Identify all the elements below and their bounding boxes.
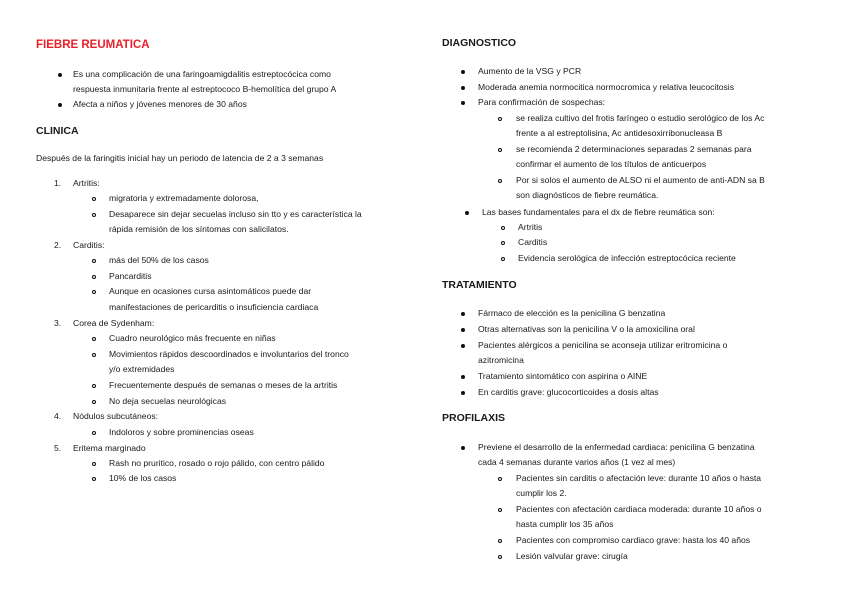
profilaxis-heading: PROFILAXIS	[442, 412, 506, 424]
bullet-icon	[461, 391, 465, 395]
document-title: FIEBRE REUMATICA	[36, 39, 150, 51]
bullet-icon	[461, 375, 465, 379]
sub-bullet-icon	[498, 477, 502, 481]
sub-bullet-icon	[501, 226, 505, 230]
bullet-icon	[461, 86, 465, 90]
diag-line: Para confirmación de sospechas:	[478, 97, 606, 107]
sub-bullet-icon	[498, 117, 502, 121]
sub-line: Movimientos rápidos descoordinados e involuntarios del tronco	[109, 349, 349, 359]
item-label: Eritema marginado	[73, 443, 146, 453]
sub-bullet-icon	[498, 148, 502, 152]
item-number: 1.	[54, 178, 62, 188]
sub-bullet-icon	[92, 400, 96, 404]
sub-bullet-icon	[92, 384, 96, 388]
sub-line: y/o extremidades	[109, 364, 175, 374]
diag-sub-line: Por si solos el aumento de ALSO ni el aumento de anti-ADN sa B	[516, 175, 765, 185]
prof-sub-line: Pacientes sin carditis o afectación leve: durante 10 años o hasta	[516, 473, 762, 483]
prof-sub-line: cumplir los 2.	[516, 488, 567, 498]
diag-sub-line: se recomienda 2 determinaciones separadas 2 semanas para	[516, 144, 752, 154]
item-label: Corea de Sydenham:	[73, 318, 155, 328]
sub-bullet-icon	[92, 431, 96, 435]
item-number: 5.	[54, 443, 62, 453]
sub-line: Aunque en ocasiones cursa asintomáticos puede dar	[109, 286, 312, 296]
item-number: 4.	[54, 411, 62, 421]
bullet-icon	[461, 344, 465, 348]
sub-line: Frecuentemente después de semanas o meses de la artritis	[109, 380, 338, 390]
sub-line: manifestaciones de pericarditis o insuficiencia cardiaca	[109, 302, 319, 312]
latency-text: Después de la faringitis inicial hay un periodo de latencia de 2 a 3 semanas	[36, 153, 324, 163]
prof-line: cada 4 semanas durante varios años (1 vez al mes)	[478, 457, 676, 467]
item-label: Artritis:	[73, 178, 100, 188]
sub-bullet-icon	[92, 290, 96, 294]
prof-sub-line: Pacientes con compromiso cardiaco grave: hasta los 40 años	[516, 535, 751, 545]
bullet-icon	[58, 73, 62, 77]
trat-line: Fármaco de elección es la penicilina G benzatina	[478, 308, 666, 318]
sub-line: rápida remisión de los síntomas con salicilatos.	[109, 224, 289, 234]
diag-line: Aumento de la VSG y PCR	[478, 66, 582, 76]
trat-line: Otras alternativas son la penicilina V o la amoxicilina oral	[478, 324, 695, 334]
diag-line: Moderada anemia normocitica normocromica y relativa leucocitosis	[478, 82, 735, 92]
sub-line: No deja secuelas neurológicas	[109, 396, 227, 406]
prof-sub-line: Lesión valvular grave: cirugía	[516, 551, 628, 561]
sub-line: Pancarditis	[109, 271, 152, 281]
bases-sub-line: Evidencia serológica de infección estreptocócica reciente	[518, 253, 736, 263]
item-number: 2.	[54, 240, 62, 250]
diag-sub-line: confirmar el aumento de los títulos de anticuerpos	[516, 159, 707, 169]
sub-bullet-icon	[92, 337, 96, 341]
trat-line: azitromicina	[478, 355, 524, 365]
sub-bullet-icon	[498, 555, 502, 559]
sub-line: migratoria y extremadamente dolorosa,	[109, 193, 259, 203]
sub-bullet-icon	[92, 259, 96, 263]
trat-line: Tratamiento sintomático con aspirina o AINE	[478, 371, 648, 381]
bullet-icon	[461, 101, 465, 105]
sub-bullet-icon	[92, 275, 96, 279]
item-label: Nódulos subcutáneos:	[73, 411, 159, 421]
sub-bullet-icon	[92, 197, 96, 201]
bases-sub-line: Artritis	[518, 222, 543, 232]
bullet-icon	[461, 312, 465, 316]
item-label: Carditis:	[73, 240, 105, 250]
sub-line: Indoloros y sobre prominencias oseas	[109, 427, 254, 437]
item-number: 3.	[54, 318, 62, 328]
sub-line: Cuadro neurológico más frecuente en niñas	[109, 333, 276, 343]
intro-line: respuesta inmunitaria frente al estreptococo B-hemolítica del grupo A	[73, 84, 337, 94]
sub-line: más del 50% de los casos	[109, 255, 209, 265]
bullet-icon	[58, 103, 62, 107]
sub-bullet-icon	[92, 213, 96, 217]
trat-line: En carditis grave: glucocorticoides a dosis altas	[478, 387, 659, 397]
bullet-icon	[461, 328, 465, 332]
diag-sub-line: son diagnósticos de fiebre reumática.	[516, 190, 659, 200]
diag-sub-line: frente a al estreptolisina, Ac antidesoxirribonucleasa B	[516, 128, 723, 138]
bullet-icon	[461, 70, 465, 74]
sub-bullet-icon	[501, 257, 505, 261]
sub-line: Desaparece sin dejar secuelas incluso sin tto y es característica la	[109, 209, 362, 219]
prof-sub-line: hasta cumplir los 35 años	[516, 519, 614, 529]
diag-sub-line: se realiza cultivo del frotis faríngeo o estudio serológico de los Ac	[516, 113, 765, 123]
bullet-icon	[461, 446, 465, 450]
intro-line: Es una complicación de una faringoamigdalitis estreptocócica como	[73, 69, 331, 79]
sub-bullet-icon	[92, 353, 96, 357]
bases-sub-line: Carditis	[518, 237, 548, 247]
tratamiento-heading: TRATAMIENTO	[442, 279, 517, 291]
sub-bullet-icon	[92, 477, 96, 481]
sub-bullet-icon	[92, 462, 96, 466]
clinica-heading: CLINICA	[36, 125, 79, 137]
sub-bullet-icon	[498, 179, 502, 183]
sub-bullet-icon	[501, 241, 505, 245]
trat-line: Pacientes alérgicos a penicilina se aconseja utilizar eritromicina o	[478, 340, 728, 350]
bases-line: Las bases fundamentales para el dx de fiebre reumática son:	[482, 207, 715, 217]
prof-sub-line: Pacientes con afectación cardiaca moderada: durante 10 años o	[516, 504, 762, 514]
sub-bullet-icon	[498, 539, 502, 543]
sub-line: 10% de los casos	[109, 473, 177, 483]
sub-bullet-icon	[498, 508, 502, 512]
sub-line: Rash no pruritico, rosado o rojo pálido, con centro pálido	[109, 458, 325, 468]
bullet-icon	[465, 211, 469, 215]
diagnostico-heading: DIAGNOSTICO	[442, 37, 517, 49]
prof-line: Previene el desarrollo de la enfermedad cardiaca: penicilina G benzatina	[478, 442, 755, 452]
intro-line: Afecta a niños y jóvenes menores de 30 años	[73, 99, 247, 109]
